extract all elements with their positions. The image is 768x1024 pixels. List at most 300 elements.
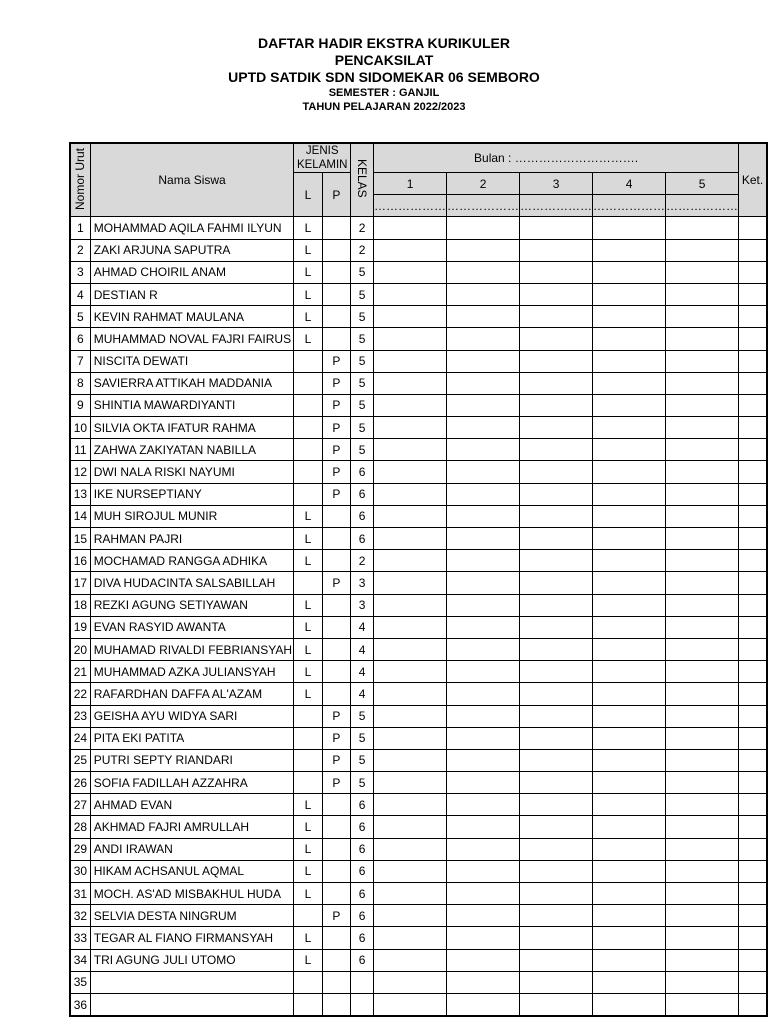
note-cell [739, 949, 767, 971]
note-cell [739, 794, 767, 816]
meeting-2-cell [447, 483, 520, 505]
meeting-2-cell [447, 350, 520, 372]
meeting-3-cell [520, 838, 593, 860]
gender-l [294, 394, 322, 416]
table-row [70, 283, 767, 305]
meeting-4-cell [593, 949, 666, 971]
gender-l [294, 971, 322, 993]
table-row [70, 217, 767, 239]
gender-l: L [294, 927, 322, 949]
meeting-2-cell [447, 683, 520, 705]
meeting-3-cell [520, 217, 593, 239]
meeting-1-cell [374, 594, 447, 616]
header-gender: JENIS KELAMIN [294, 143, 351, 173]
row-number: 21 [70, 661, 90, 683]
meeting-4-cell [593, 483, 666, 505]
gender-p [322, 683, 350, 705]
meeting-3-cell [520, 239, 593, 261]
gender-l: L [294, 306, 322, 328]
class-value: 6 [351, 883, 374, 905]
meeting-2-cell [447, 417, 520, 439]
student-name: NISCITA DEWATI [90, 350, 294, 372]
meeting-5-cell [666, 283, 739, 305]
meeting-1-cell [374, 239, 447, 261]
meeting-1-cell [374, 217, 447, 239]
meeting-2-cell [447, 505, 520, 527]
class-value: 6 [351, 794, 374, 816]
meeting-4-cell [593, 217, 666, 239]
student-rows [70, 217, 767, 1016]
class-value: 4 [351, 661, 374, 683]
class-value: 4 [351, 616, 374, 638]
table-row [70, 616, 767, 638]
note-cell [739, 261, 767, 283]
meeting-2-cell [447, 439, 520, 461]
meeting-5-cell [666, 528, 739, 550]
meeting-3-cell [520, 927, 593, 949]
meeting-3-cell [520, 528, 593, 550]
meeting-1-cell [374, 306, 447, 328]
gender-p [322, 616, 350, 638]
meeting-2-cell [447, 594, 520, 616]
table-row [70, 705, 767, 727]
gender-l: L [294, 883, 322, 905]
gender-p [322, 528, 350, 550]
note-cell [739, 239, 767, 261]
student-name: ZAKI ARJUNA SAPUTRA [90, 239, 294, 261]
student-name: AHMAD CHOIRIL ANAM [90, 261, 294, 283]
gender-p: P [322, 483, 350, 505]
student-name [90, 993, 294, 1016]
meeting-2-cell [447, 661, 520, 683]
class-value [351, 993, 374, 1016]
class-value: 6 [351, 927, 374, 949]
meeting-5-cell [666, 372, 739, 394]
title-line-2: PENCAKSILAT [334, 52, 434, 68]
class-value: 4 [351, 683, 374, 705]
meeting-2-cell [447, 949, 520, 971]
header-class-label: KELAS [355, 159, 370, 199]
row-number: 35 [70, 971, 90, 993]
table-row [70, 372, 767, 394]
gender-l [294, 905, 322, 927]
meeting-3-cell [520, 727, 593, 749]
header-meeting-1: 1 [374, 173, 447, 195]
meeting-5-cell [666, 727, 739, 749]
student-name: TEGAR AL FIANO FIRMANSYAH [90, 927, 294, 949]
gender-p [322, 550, 350, 572]
table-row [70, 683, 767, 705]
meeting-3-cell [520, 949, 593, 971]
gender-l: L [294, 816, 322, 838]
meeting-3-cell [520, 483, 593, 505]
meeting-1-cell [374, 417, 447, 439]
table-row [70, 883, 767, 905]
meeting-1-cell [374, 572, 447, 594]
table-row [70, 905, 767, 927]
meeting-4-cell [593, 638, 666, 660]
header-date-3: ……………… [520, 195, 593, 217]
header-name: Nama Siswa [90, 143, 294, 217]
class-value: 6 [351, 816, 374, 838]
meeting-5-cell [666, 239, 739, 261]
class-value: 6 [351, 838, 374, 860]
meeting-4-cell [593, 971, 666, 993]
meeting-5-cell [666, 838, 739, 860]
class-value: 5 [351, 749, 374, 771]
meeting-4-cell [593, 727, 666, 749]
gender-l [294, 749, 322, 771]
meeting-5-cell [666, 439, 739, 461]
gender-l: L [294, 217, 322, 239]
meeting-1-cell [374, 883, 447, 905]
gender-p [322, 993, 350, 1016]
student-name: PITA EKI PATITA [90, 727, 294, 749]
attendance-table [69, 142, 768, 1017]
meeting-4-cell [593, 505, 666, 527]
meeting-2-cell [447, 705, 520, 727]
meeting-5-cell [666, 505, 739, 527]
meeting-3-cell [520, 461, 593, 483]
meeting-4-cell [593, 683, 666, 705]
row-number: 3 [70, 261, 90, 283]
table-row [70, 860, 767, 882]
class-value: 4 [351, 638, 374, 660]
student-name: SOFIA FADILLAH AZZAHRA [90, 772, 294, 794]
meeting-5-cell [666, 927, 739, 949]
meeting-1-cell [374, 971, 447, 993]
row-number: 11 [70, 439, 90, 461]
class-value: 2 [351, 217, 374, 239]
table-row [70, 350, 767, 372]
meeting-2-cell [447, 905, 520, 927]
meeting-2-cell [447, 616, 520, 638]
meeting-4-cell [593, 838, 666, 860]
row-number: 17 [70, 572, 90, 594]
meeting-5-cell [666, 860, 739, 882]
header-date-4: ……………… [593, 195, 666, 217]
meeting-1-cell [374, 350, 447, 372]
table-row [70, 239, 767, 261]
meeting-4-cell [593, 461, 666, 483]
note-cell [739, 372, 767, 394]
note-cell [739, 594, 767, 616]
table-row [70, 749, 767, 771]
gender-l [294, 461, 322, 483]
student-name: DWI NALA RISKI NAYUMI [90, 461, 294, 483]
gender-l [294, 417, 322, 439]
row-number: 12 [70, 461, 90, 483]
meeting-2-cell [447, 372, 520, 394]
meeting-4-cell [593, 905, 666, 927]
table-row [70, 816, 767, 838]
class-value [351, 971, 374, 993]
note-cell [739, 283, 767, 305]
meeting-4-cell [593, 261, 666, 283]
row-number: 22 [70, 683, 90, 705]
meeting-5-cell [666, 816, 739, 838]
table-row [70, 261, 767, 283]
meeting-2-cell [447, 816, 520, 838]
row-number: 8 [70, 372, 90, 394]
row-number: 2 [70, 239, 90, 261]
gender-l: L [294, 949, 322, 971]
note-cell [739, 971, 767, 993]
meeting-4-cell [593, 883, 666, 905]
table-row [70, 727, 767, 749]
meeting-2-cell [447, 971, 520, 993]
meeting-5-cell [666, 594, 739, 616]
meeting-3-cell [520, 638, 593, 660]
table-row [70, 661, 767, 683]
meeting-3-cell [520, 350, 593, 372]
header-meeting-3: 3 [520, 173, 593, 195]
meeting-3-cell [520, 394, 593, 416]
class-value: 6 [351, 461, 374, 483]
student-name: RAFARDHAN DAFFA AL'AZAM [90, 683, 294, 705]
meeting-3-cell [520, 439, 593, 461]
row-number: 26 [70, 772, 90, 794]
student-name: ZAHWA ZAKIYATAN NABILLA [90, 439, 294, 461]
meeting-1-cell [374, 705, 447, 727]
row-number: 28 [70, 816, 90, 838]
meeting-2-cell [447, 927, 520, 949]
table-row [70, 838, 767, 860]
class-value: 2 [351, 550, 374, 572]
class-value: 5 [351, 727, 374, 749]
note-cell [739, 638, 767, 660]
meeting-3-cell [520, 261, 593, 283]
meeting-1-cell [374, 772, 447, 794]
row-number: 27 [70, 794, 90, 816]
meeting-3-cell [520, 705, 593, 727]
meeting-4-cell [593, 616, 666, 638]
meeting-5-cell [666, 905, 739, 927]
meeting-5-cell [666, 306, 739, 328]
note-cell [739, 572, 767, 594]
meeting-4-cell [593, 372, 666, 394]
row-number: 31 [70, 883, 90, 905]
meeting-1-cell [374, 949, 447, 971]
meeting-5-cell [666, 461, 739, 483]
meeting-5-cell [666, 749, 739, 771]
gender-l [294, 727, 322, 749]
meeting-1-cell [374, 483, 447, 505]
gender-p [322, 261, 350, 283]
row-number: 16 [70, 550, 90, 572]
meeting-1-cell [374, 439, 447, 461]
table-row [70, 528, 767, 550]
note-cell [739, 417, 767, 439]
meeting-1-cell [374, 505, 447, 527]
student-name [90, 971, 294, 993]
student-name: ANDI IRAWAN [90, 838, 294, 860]
gender-p: P [322, 905, 350, 927]
gender-l: L [294, 328, 322, 350]
meeting-2-cell [447, 217, 520, 239]
table-row [70, 594, 767, 616]
note-cell [739, 439, 767, 461]
note-cell [739, 505, 767, 527]
table-row [70, 439, 767, 461]
class-value: 5 [351, 439, 374, 461]
student-name: EVAN RASYID AWANTA [90, 616, 294, 638]
note-cell [739, 883, 767, 905]
row-number: 24 [70, 727, 90, 749]
header-date-2: ……………… [447, 195, 520, 217]
meeting-2-cell [447, 394, 520, 416]
meeting-1-cell [374, 616, 447, 638]
row-number: 13 [70, 483, 90, 505]
class-value: 6 [351, 860, 374, 882]
gender-p [322, 638, 350, 660]
gender-p: P [322, 417, 350, 439]
gender-p [322, 794, 350, 816]
meeting-2-cell [447, 261, 520, 283]
meeting-4-cell [593, 239, 666, 261]
meeting-5-cell [666, 661, 739, 683]
meeting-4-cell [593, 860, 666, 882]
meeting-4-cell [593, 528, 666, 550]
gender-p [322, 949, 350, 971]
note-cell [739, 993, 767, 1016]
meeting-1-cell [374, 838, 447, 860]
meeting-5-cell [666, 883, 739, 905]
header-month: Bulan : …………………………. [374, 143, 739, 173]
meeting-2-cell [447, 794, 520, 816]
student-name: SHINTIA MAWARDIYANTI [90, 394, 294, 416]
gender-l [294, 772, 322, 794]
meeting-4-cell [593, 394, 666, 416]
semester-label: SEMESTER : GANJIL [328, 87, 440, 99]
meeting-4-cell [593, 328, 666, 350]
meeting-4-cell [593, 816, 666, 838]
gender-l: L [294, 594, 322, 616]
row-number: 9 [70, 394, 90, 416]
note-cell [739, 838, 767, 860]
gender-p: P [322, 749, 350, 771]
student-name: GEISHA AYU WIDYA SARI [90, 705, 294, 727]
meeting-1-cell [374, 550, 447, 572]
gender-p: P [322, 439, 350, 461]
gender-p [322, 306, 350, 328]
table-row [70, 394, 767, 416]
row-number: 29 [70, 838, 90, 860]
table-row [70, 306, 767, 328]
meeting-3-cell [520, 417, 593, 439]
note-cell [739, 350, 767, 372]
class-value: 5 [351, 394, 374, 416]
meeting-5-cell [666, 483, 739, 505]
gender-l [294, 483, 322, 505]
student-name: AHMAD EVAN [90, 794, 294, 816]
gender-p [322, 816, 350, 838]
table-row [70, 572, 767, 594]
meeting-2-cell [447, 838, 520, 860]
class-value: 3 [351, 572, 374, 594]
note-cell [739, 772, 767, 794]
class-value: 5 [351, 306, 374, 328]
gender-p: P [322, 727, 350, 749]
meeting-5-cell [666, 217, 739, 239]
meeting-5-cell [666, 572, 739, 594]
meeting-5-cell [666, 616, 739, 638]
gender-l: L [294, 283, 322, 305]
meeting-4-cell [593, 572, 666, 594]
meeting-2-cell [447, 461, 520, 483]
class-value: 6 [351, 528, 374, 550]
gender-l [294, 572, 322, 594]
class-value: 5 [351, 350, 374, 372]
row-number: 34 [70, 949, 90, 971]
table-row [70, 638, 767, 660]
student-name: MOHAMMAD AQILA FAHMI ILYUN [90, 217, 294, 239]
meeting-1-cell [374, 683, 447, 705]
meeting-4-cell [593, 350, 666, 372]
meeting-5-cell [666, 705, 739, 727]
meeting-3-cell [520, 794, 593, 816]
gender-l: L [294, 683, 322, 705]
gender-p [322, 927, 350, 949]
gender-l [294, 439, 322, 461]
student-name: AKHMAD FAJRI AMRULLAH [90, 816, 294, 838]
row-number: 5 [70, 306, 90, 328]
class-value: 6 [351, 949, 374, 971]
gender-p [322, 661, 350, 683]
student-name: RAHMAN PAJRI [90, 528, 294, 550]
note-cell [739, 860, 767, 882]
table-row [70, 949, 767, 971]
gender-p: P [322, 461, 350, 483]
note-cell [739, 661, 767, 683]
meeting-1-cell [374, 372, 447, 394]
table-row [70, 328, 767, 350]
meeting-2-cell [447, 239, 520, 261]
note-cell [739, 328, 767, 350]
row-number: 20 [70, 638, 90, 660]
student-name: SAVIERRA ATTIKAH MADDANIA [90, 372, 294, 394]
title-line-3: UPTD SATDIK SDN SIDOMEKAR 06 SEMBORO [228, 69, 540, 85]
header-date-1: ……………… [374, 195, 447, 217]
gender-l [294, 993, 322, 1016]
class-value: 5 [351, 328, 374, 350]
student-name: HIKAM ACHSANUL AQMAL [90, 860, 294, 882]
meeting-5-cell [666, 328, 739, 350]
meeting-4-cell [593, 283, 666, 305]
meeting-3-cell [520, 683, 593, 705]
note-cell [739, 483, 767, 505]
gender-l: L [294, 638, 322, 660]
student-name: MUHAMAD RIVALDI FEBRIANSYAH [90, 638, 294, 660]
meeting-1-cell [374, 927, 447, 949]
meeting-1-cell [374, 461, 447, 483]
meeting-4-cell [593, 661, 666, 683]
meeting-2-cell [447, 283, 520, 305]
meeting-4-cell [593, 594, 666, 616]
note-cell [739, 616, 767, 638]
note-cell [739, 727, 767, 749]
meeting-4-cell [593, 927, 666, 949]
student-name: MUH SIROJUL MUNIR [90, 505, 294, 527]
meeting-5-cell [666, 350, 739, 372]
class-value: 5 [351, 372, 374, 394]
gender-p: P [322, 394, 350, 416]
meeting-2-cell [447, 727, 520, 749]
note-cell [739, 528, 767, 550]
meeting-5-cell [666, 417, 739, 439]
meeting-2-cell [447, 883, 520, 905]
gender-l: L [294, 661, 322, 683]
